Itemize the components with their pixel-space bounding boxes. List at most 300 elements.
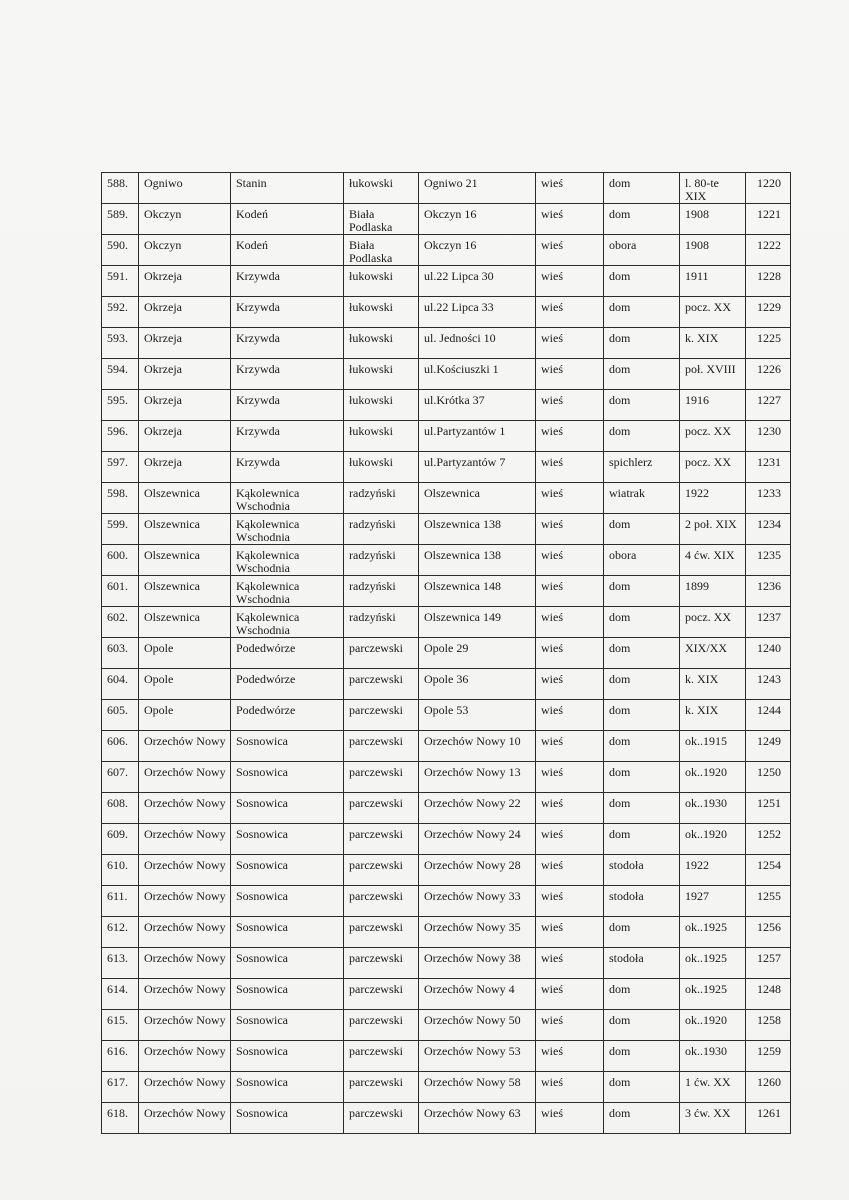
cell-register-id: 1235: [746, 545, 791, 576]
cell-place-name: Opole: [139, 669, 231, 700]
cell-dating: ok..1925: [680, 948, 746, 979]
cell-place-name: Okczyn: [139, 204, 231, 235]
cell-object-type: obora: [604, 545, 680, 576]
cell-commune-name: Krzywda: [231, 266, 344, 297]
cell-place-name: Opole: [139, 638, 231, 669]
table-row: [102, 297, 791, 328]
cell-settlement-type: wieś: [536, 297, 604, 328]
cell-place-name: Okrzeja: [139, 452, 231, 483]
cell-dating: ok..1920: [680, 1010, 746, 1041]
cell-address: Orzechów Nowy 38: [419, 948, 536, 979]
cell-object-type: dom: [604, 1010, 680, 1041]
cell-dating: 4 ćw. XIX: [680, 545, 746, 576]
cell-dating: 1908: [680, 204, 746, 235]
cell-county-name: parczewski: [344, 1072, 419, 1103]
cell-register-id: 1257: [746, 948, 791, 979]
cell-object-type: dom: [604, 979, 680, 1010]
cell-address: Opole 53: [419, 700, 536, 731]
table-row: [102, 390, 791, 421]
cell-settlement-type: wieś: [536, 731, 604, 762]
cell-register-id: 1225: [746, 328, 791, 359]
cell-dating: ok..1930: [680, 793, 746, 824]
cell-settlement-type: wieś: [536, 1041, 604, 1072]
cell-object-type: dom: [604, 700, 680, 731]
cell-county-name: parczewski: [344, 917, 419, 948]
cell-row-number: 596.: [102, 421, 139, 452]
cell-object-type: stodoła: [604, 855, 680, 886]
cell-address: Opole 29: [419, 638, 536, 669]
cell-settlement-type: wieś: [536, 824, 604, 855]
cell-place-name: Olszewnica: [139, 545, 231, 576]
table-row: [102, 173, 791, 204]
cell-settlement-type: wieś: [536, 700, 604, 731]
cell-county-name: łukowski: [344, 421, 419, 452]
cell-settlement-type: wieś: [536, 979, 604, 1010]
cell-object-type: dom: [604, 1103, 680, 1134]
cell-register-id: 1227: [746, 390, 791, 421]
cell-row-number: 606.: [102, 731, 139, 762]
cell-commune-name: Krzywda: [231, 390, 344, 421]
cell-row-number: 598.: [102, 483, 139, 514]
cell-commune-name: Stanin: [231, 173, 344, 204]
cell-commune-name: Sosnowica: [231, 948, 344, 979]
cell-place-name: Orzechów Nowy: [139, 824, 231, 855]
cell-address: ul.Partyzantów 7: [419, 452, 536, 483]
cell-place-name: Orzechów Nowy: [139, 731, 231, 762]
cell-object-type: dom: [604, 824, 680, 855]
cell-object-type: dom: [604, 514, 680, 545]
cell-row-number: 618.: [102, 1103, 139, 1134]
cell-object-type: dom: [604, 607, 680, 638]
table-row: [102, 824, 791, 855]
cell-settlement-type: wieś: [536, 607, 604, 638]
cell-register-id: 1233: [746, 483, 791, 514]
cell-row-number: 601.: [102, 576, 139, 607]
cell-commune-name: Kąkolewnica Wschodnia: [231, 483, 344, 514]
cell-register-id: 1252: [746, 824, 791, 855]
cell-register-id: 1229: [746, 297, 791, 328]
cell-register-id: 1261: [746, 1103, 791, 1134]
cell-settlement-type: wieś: [536, 328, 604, 359]
cell-county-name: parczewski: [344, 1103, 419, 1134]
cell-dating: l. 80-te XIX: [680, 173, 746, 204]
table-row: [102, 266, 791, 297]
cell-row-number: 608.: [102, 793, 139, 824]
cell-address: Orzechów Nowy 53: [419, 1041, 536, 1072]
cell-address: Orzechów Nowy 58: [419, 1072, 536, 1103]
cell-row-number: 597.: [102, 452, 139, 483]
cell-dating: 1911: [680, 266, 746, 297]
table-row: [102, 762, 791, 793]
table-row: [102, 204, 791, 235]
cell-county-name: łukowski: [344, 297, 419, 328]
table-row: [102, 669, 791, 700]
cell-object-type: dom: [604, 793, 680, 824]
cell-county-name: łukowski: [344, 266, 419, 297]
cell-settlement-type: wieś: [536, 514, 604, 545]
cell-register-id: 1259: [746, 1041, 791, 1072]
cell-commune-name: Sosnowica: [231, 824, 344, 855]
cell-object-type: dom: [604, 762, 680, 793]
cell-object-type: dom: [604, 1072, 680, 1103]
table-row: [102, 979, 791, 1010]
cell-dating: XIX/XX: [680, 638, 746, 669]
cell-row-number: 594.: [102, 359, 139, 390]
cell-settlement-type: wieś: [536, 390, 604, 421]
cell-commune-name: Sosnowica: [231, 979, 344, 1010]
cell-place-name: Okrzeja: [139, 421, 231, 452]
cell-county-name: parczewski: [344, 638, 419, 669]
cell-address: Olszewnica 149: [419, 607, 536, 638]
cell-row-number: 603.: [102, 638, 139, 669]
cell-register-id: 1243: [746, 669, 791, 700]
cell-register-id: 1240: [746, 638, 791, 669]
cell-dating: ok..1925: [680, 979, 746, 1010]
cell-address: Opole 36: [419, 669, 536, 700]
cell-row-number: 605.: [102, 700, 139, 731]
cell-settlement-type: wieś: [536, 638, 604, 669]
cell-dating: 1 ćw. XX: [680, 1072, 746, 1103]
cell-county-name: radzyński: [344, 545, 419, 576]
cell-place-name: Opole: [139, 700, 231, 731]
cell-settlement-type: wieś: [536, 793, 604, 824]
cell-object-type: stodoła: [604, 886, 680, 917]
cell-register-id: 1221: [746, 204, 791, 235]
cell-commune-name: Krzywda: [231, 359, 344, 390]
cell-object-type: dom: [604, 328, 680, 359]
table-row: [102, 917, 791, 948]
cell-address: Olszewnica 138: [419, 545, 536, 576]
cell-commune-name: Podedwórze: [231, 669, 344, 700]
cell-county-name: radzyński: [344, 576, 419, 607]
cell-commune-name: Sosnowica: [231, 1010, 344, 1041]
cell-commune-name: Krzywda: [231, 421, 344, 452]
cell-place-name: Orzechów Nowy: [139, 855, 231, 886]
cell-address: Orzechów Nowy 35: [419, 917, 536, 948]
cell-row-number: 589.: [102, 204, 139, 235]
cell-place-name: Orzechów Nowy: [139, 948, 231, 979]
table-row: [102, 638, 791, 669]
cell-commune-name: Kąkolewnica Wschodnia: [231, 545, 344, 576]
cell-register-id: 1244: [746, 700, 791, 731]
cell-object-type: dom: [604, 917, 680, 948]
cell-dating: ok..1925: [680, 917, 746, 948]
cell-commune-name: Krzywda: [231, 297, 344, 328]
table-row: [102, 793, 791, 824]
cell-settlement-type: wieś: [536, 421, 604, 452]
table-row: [102, 886, 791, 917]
cell-settlement-type: wieś: [536, 204, 604, 235]
cell-settlement-type: wieś: [536, 1072, 604, 1103]
cell-register-id: 1234: [746, 514, 791, 545]
table-body: [102, 173, 791, 1134]
cell-address: ul.Krótka 37: [419, 390, 536, 421]
cell-address: ul.22 Lipca 33: [419, 297, 536, 328]
cell-settlement-type: wieś: [536, 917, 604, 948]
cell-address: Orzechów Nowy 10: [419, 731, 536, 762]
cell-place-name: Olszewnica: [139, 514, 231, 545]
cell-row-number: 599.: [102, 514, 139, 545]
cell-county-name: radzyński: [344, 607, 419, 638]
cell-register-id: 1231: [746, 452, 791, 483]
cell-register-id: 1236: [746, 576, 791, 607]
cell-row-number: 607.: [102, 762, 139, 793]
cell-dating: 1922: [680, 483, 746, 514]
cell-settlement-type: wieś: [536, 1103, 604, 1134]
cell-settlement-type: wieś: [536, 576, 604, 607]
cell-address: Ogniwo 21: [419, 173, 536, 204]
cell-object-type: wiatrak: [604, 483, 680, 514]
cell-commune-name: Kąkolewnica Wschodnia: [231, 576, 344, 607]
cell-dating: 3 ćw. XX: [680, 1103, 746, 1134]
cell-row-number: 588.: [102, 173, 139, 204]
cell-county-name: parczewski: [344, 731, 419, 762]
cell-row-number: 591.: [102, 266, 139, 297]
cell-county-name: radzyński: [344, 514, 419, 545]
cell-dating: pocz. XX: [680, 607, 746, 638]
cell-place-name: Orzechów Nowy: [139, 917, 231, 948]
cell-settlement-type: wieś: [536, 855, 604, 886]
cell-register-id: 1248: [746, 979, 791, 1010]
cell-commune-name: Krzywda: [231, 328, 344, 359]
cell-register-id: 1251: [746, 793, 791, 824]
cell-dating: 1927: [680, 886, 746, 917]
cell-register-id: 1228: [746, 266, 791, 297]
cell-register-id: 1250: [746, 762, 791, 793]
cell-place-name: Ogniwo: [139, 173, 231, 204]
cell-county-name: radzyński: [344, 483, 419, 514]
cell-commune-name: Kodeń: [231, 204, 344, 235]
cell-county-name: parczewski: [344, 886, 419, 917]
cell-dating: 1916: [680, 390, 746, 421]
cell-county-name: parczewski: [344, 1041, 419, 1072]
table-row: [102, 1041, 791, 1072]
cell-commune-name: Podedwórze: [231, 700, 344, 731]
cell-object-type: dom: [604, 266, 680, 297]
cell-address: Olszewnica 148: [419, 576, 536, 607]
cell-commune-name: Podedwórze: [231, 638, 344, 669]
table-row: [102, 452, 791, 483]
cell-dating: ok..1920: [680, 762, 746, 793]
cell-commune-name: Kąkolewnica Wschodnia: [231, 607, 344, 638]
cell-register-id: 1254: [746, 855, 791, 886]
cell-address: Okczyn 16: [419, 204, 536, 235]
cell-row-number: 604.: [102, 669, 139, 700]
cell-row-number: 600.: [102, 545, 139, 576]
table-row: [102, 1072, 791, 1103]
table-row: [102, 1010, 791, 1041]
cell-commune-name: Sosnowica: [231, 886, 344, 917]
cell-county-name: parczewski: [344, 855, 419, 886]
cell-row-number: 616.: [102, 1041, 139, 1072]
cell-address: Orzechów Nowy 28: [419, 855, 536, 886]
cell-place-name: Orzechów Nowy: [139, 1010, 231, 1041]
cell-place-name: Okczyn: [139, 235, 231, 266]
cell-county-name: Biała Podlaska: [344, 204, 419, 235]
cell-address: Orzechów Nowy 63: [419, 1103, 536, 1134]
cell-place-name: Orzechów Nowy: [139, 1103, 231, 1134]
monument-registry-table: [101, 172, 791, 1134]
cell-place-name: Okrzeja: [139, 359, 231, 390]
table-row: [102, 576, 791, 607]
cell-county-name: parczewski: [344, 762, 419, 793]
cell-dating: pocz. XX: [680, 452, 746, 483]
cell-settlement-type: wieś: [536, 173, 604, 204]
cell-commune-name: Kodeń: [231, 235, 344, 266]
cell-dating: 1899: [680, 576, 746, 607]
cell-register-id: 1249: [746, 731, 791, 762]
cell-place-name: Olszewnica: [139, 483, 231, 514]
cell-address: Olszewnica: [419, 483, 536, 514]
cell-register-id: 1230: [746, 421, 791, 452]
cell-settlement-type: wieś: [536, 948, 604, 979]
table-row: [102, 948, 791, 979]
cell-place-name: Okrzeja: [139, 297, 231, 328]
cell-row-number: 611.: [102, 886, 139, 917]
cell-county-name: łukowski: [344, 390, 419, 421]
table-row: [102, 1103, 791, 1134]
cell-register-id: 1222: [746, 235, 791, 266]
cell-settlement-type: wieś: [536, 762, 604, 793]
cell-commune-name: Krzywda: [231, 452, 344, 483]
cell-settlement-type: wieś: [536, 669, 604, 700]
cell-county-name: łukowski: [344, 452, 419, 483]
cell-object-type: dom: [604, 173, 680, 204]
cell-object-type: dom: [604, 576, 680, 607]
cell-county-name: łukowski: [344, 328, 419, 359]
cell-settlement-type: wieś: [536, 545, 604, 576]
cell-object-type: dom: [604, 638, 680, 669]
cell-commune-name: Sosnowica: [231, 793, 344, 824]
cell-place-name: Orzechów Nowy: [139, 979, 231, 1010]
cell-object-type: dom: [604, 669, 680, 700]
cell-object-type: spichlerz: [604, 452, 680, 483]
table-row: [102, 700, 791, 731]
cell-row-number: 613.: [102, 948, 139, 979]
cell-dating: pocz. XX: [680, 297, 746, 328]
table-row: [102, 483, 791, 514]
cell-commune-name: Sosnowica: [231, 1103, 344, 1134]
cell-commune-name: Sosnowica: [231, 855, 344, 886]
cell-object-type: dom: [604, 359, 680, 390]
cell-address: Orzechów Nowy 13: [419, 762, 536, 793]
cell-address: Orzechów Nowy 33: [419, 886, 536, 917]
cell-dating: ok..1920: [680, 824, 746, 855]
table-row: [102, 731, 791, 762]
cell-dating: ok..1915: [680, 731, 746, 762]
cell-register-id: 1226: [746, 359, 791, 390]
cell-county-name: parczewski: [344, 979, 419, 1010]
table-row: [102, 328, 791, 359]
table-row: [102, 545, 791, 576]
cell-commune-name: Sosnowica: [231, 1072, 344, 1103]
cell-place-name: Okrzeja: [139, 328, 231, 359]
cell-register-id: 1258: [746, 1010, 791, 1041]
cell-settlement-type: wieś: [536, 266, 604, 297]
cell-place-name: Orzechów Nowy: [139, 1072, 231, 1103]
cell-place-name: Okrzeja: [139, 390, 231, 421]
cell-dating: poł. XVIII: [680, 359, 746, 390]
cell-commune-name: Sosnowica: [231, 917, 344, 948]
cell-county-name: parczewski: [344, 948, 419, 979]
cell-register-id: 1260: [746, 1072, 791, 1103]
cell-address: Orzechów Nowy 4: [419, 979, 536, 1010]
cell-register-id: 1220: [746, 173, 791, 204]
cell-place-name: Okrzeja: [139, 266, 231, 297]
cell-object-type: obora: [604, 235, 680, 266]
cell-address: Okczyn 16: [419, 235, 536, 266]
cell-dating: k. XIX: [680, 669, 746, 700]
table-row: [102, 359, 791, 390]
table-row: [102, 421, 791, 452]
cell-place-name: Orzechów Nowy: [139, 762, 231, 793]
cell-address: ul.Kościuszki 1: [419, 359, 536, 390]
cell-commune-name: Sosnowica: [231, 1041, 344, 1072]
cell-dating: 2 poł. XIX: [680, 514, 746, 545]
cell-row-number: 602.: [102, 607, 139, 638]
cell-county-name: łukowski: [344, 359, 419, 390]
cell-row-number: 609.: [102, 824, 139, 855]
cell-dating: ok..1930: [680, 1041, 746, 1072]
cell-settlement-type: wieś: [536, 1010, 604, 1041]
cell-row-number: 614.: [102, 979, 139, 1010]
cell-settlement-type: wieś: [536, 483, 604, 514]
cell-settlement-type: wieś: [536, 235, 604, 266]
cell-dating: k. XIX: [680, 328, 746, 359]
cell-row-number: 593.: [102, 328, 139, 359]
table-row: [102, 235, 791, 266]
cell-register-id: 1255: [746, 886, 791, 917]
cell-object-type: dom: [604, 731, 680, 762]
cell-settlement-type: wieś: [536, 359, 604, 390]
cell-dating: pocz. XX: [680, 421, 746, 452]
cell-row-number: 610.: [102, 855, 139, 886]
cell-county-name: parczewski: [344, 669, 419, 700]
cell-settlement-type: wieś: [536, 452, 604, 483]
cell-county-name: łukowski: [344, 173, 419, 204]
cell-place-name: Olszewnica: [139, 576, 231, 607]
cell-row-number: 590.: [102, 235, 139, 266]
cell-address: Orzechów Nowy 22: [419, 793, 536, 824]
cell-object-type: dom: [604, 421, 680, 452]
cell-address: Orzechów Nowy 24: [419, 824, 536, 855]
cell-county-name: parczewski: [344, 793, 419, 824]
cell-place-name: Orzechów Nowy: [139, 886, 231, 917]
cell-place-name: Orzechów Nowy: [139, 1041, 231, 1072]
cell-row-number: 617.: [102, 1072, 139, 1103]
cell-address: Orzechów Nowy 50: [419, 1010, 536, 1041]
cell-county-name: Biała Podlaska: [344, 235, 419, 266]
cell-object-type: dom: [604, 297, 680, 328]
table-row: [102, 607, 791, 638]
cell-row-number: 615.: [102, 1010, 139, 1041]
cell-row-number: 612.: [102, 917, 139, 948]
cell-row-number: 595.: [102, 390, 139, 421]
cell-object-type: stodoła: [604, 948, 680, 979]
cell-place-name: Orzechów Nowy: [139, 793, 231, 824]
cell-register-id: 1256: [746, 917, 791, 948]
cell-place-name: Olszewnica: [139, 607, 231, 638]
table-row: [102, 514, 791, 545]
cell-commune-name: Kąkolewnica Wschodnia: [231, 514, 344, 545]
cell-dating: 1908: [680, 235, 746, 266]
cell-dating: 1922: [680, 855, 746, 886]
cell-county-name: parczewski: [344, 1010, 419, 1041]
cell-commune-name: Sosnowica: [231, 731, 344, 762]
cell-register-id: 1237: [746, 607, 791, 638]
cell-county-name: parczewski: [344, 824, 419, 855]
cell-address: Olszewnica 138: [419, 514, 536, 545]
